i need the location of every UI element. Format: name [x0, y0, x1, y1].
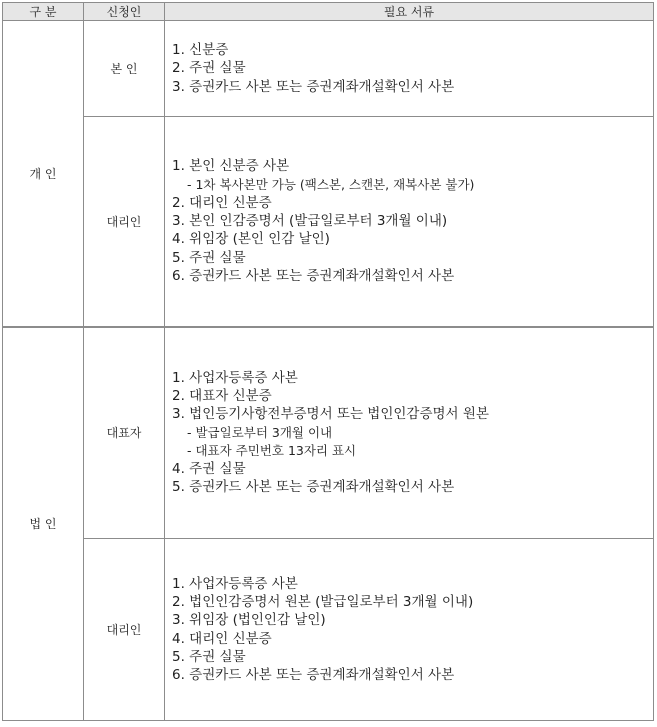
- document-item: 1. 사업자등록증 사본: [172, 369, 298, 386]
- document-item: 2. 대리인 신분증: [172, 194, 272, 211]
- header-applicant: 신청인: [84, 3, 165, 21]
- document-item: 2. 주권 실물: [172, 60, 246, 77]
- document-item: 1. 신분증: [172, 42, 229, 59]
- document-item: 2. 법인인감증명서 원본 (발급일로부터 3개월 이내): [172, 593, 474, 610]
- documents-cell: [165, 539, 654, 721]
- applicant-cell-agent: 대리인: [84, 117, 165, 327]
- documents-cell: [165, 327, 654, 539]
- header-documents: 필요 서류: [165, 3, 654, 21]
- table-row: [3, 117, 654, 327]
- document-item: 6. 증권카드 사본 또는 증권계좌개설확인서 사본: [172, 667, 455, 684]
- document-item: 3. 증권카드 사본 또는 증권계좌개설확인서 사본: [172, 78, 455, 95]
- document-item: 3. 본인 인감증명서 (발급일로부터 3개월 이내): [172, 213, 448, 230]
- document-item: 2. 대표자 신분증: [172, 388, 272, 404]
- document-item: 5. 주권 실물: [172, 249, 246, 266]
- category-cell-individual: 개 인: [3, 21, 84, 327]
- table-header: [3, 3, 654, 21]
- document-item: 3. 위임장 (법인인감 날인): [172, 612, 326, 629]
- document-item: 5. 주권 실물: [172, 648, 246, 665]
- document-item: 1. 본인 신분증 사본: [172, 158, 290, 175]
- document-item: 3. 법인등기사항전부증명서 또는 법인인감증명서 원본: [172, 406, 489, 423]
- document-item: 6. 증권카드 사본 또는 증권계좌개설확인서 사본: [172, 267, 455, 284]
- document-item: 1. 사업자등록증 사본: [172, 575, 298, 592]
- table-row: [3, 539, 654, 721]
- documents-cell: [165, 117, 654, 327]
- applicant-cell-self: 본 인: [84, 21, 165, 117]
- documents-cell: [165, 21, 654, 117]
- table-row: [3, 21, 654, 117]
- document-item: 5. 증권카드 사본 또는 증권계좌개설확인서 사본: [172, 479, 455, 496]
- applicant-cell-agent: 대리인: [84, 539, 165, 721]
- header-category: 구 분: [3, 3, 84, 21]
- applicant-cell-representative: 대표자: [84, 327, 165, 539]
- document-item: 4. 위임장 (본인 인감 날인): [172, 231, 330, 248]
- category-cell-corporation: 법 인: [3, 327, 84, 721]
- document-subitem: - 대표자 주민번호 13자리 표시: [187, 442, 357, 458]
- document-item: 4. 주권 실물: [172, 461, 246, 478]
- required-documents-table: [2, 2, 654, 721]
- table-row: [3, 327, 654, 539]
- document-subitem: - 1차 복사본만 가능 (팩스본, 스캔본, 재복사본 불가): [187, 176, 475, 192]
- table-body: [3, 21, 654, 721]
- document-item: 4. 대리인 신분증: [172, 630, 272, 647]
- document-subitem: - 발급일로부터 3개월 이내: [187, 424, 333, 440]
